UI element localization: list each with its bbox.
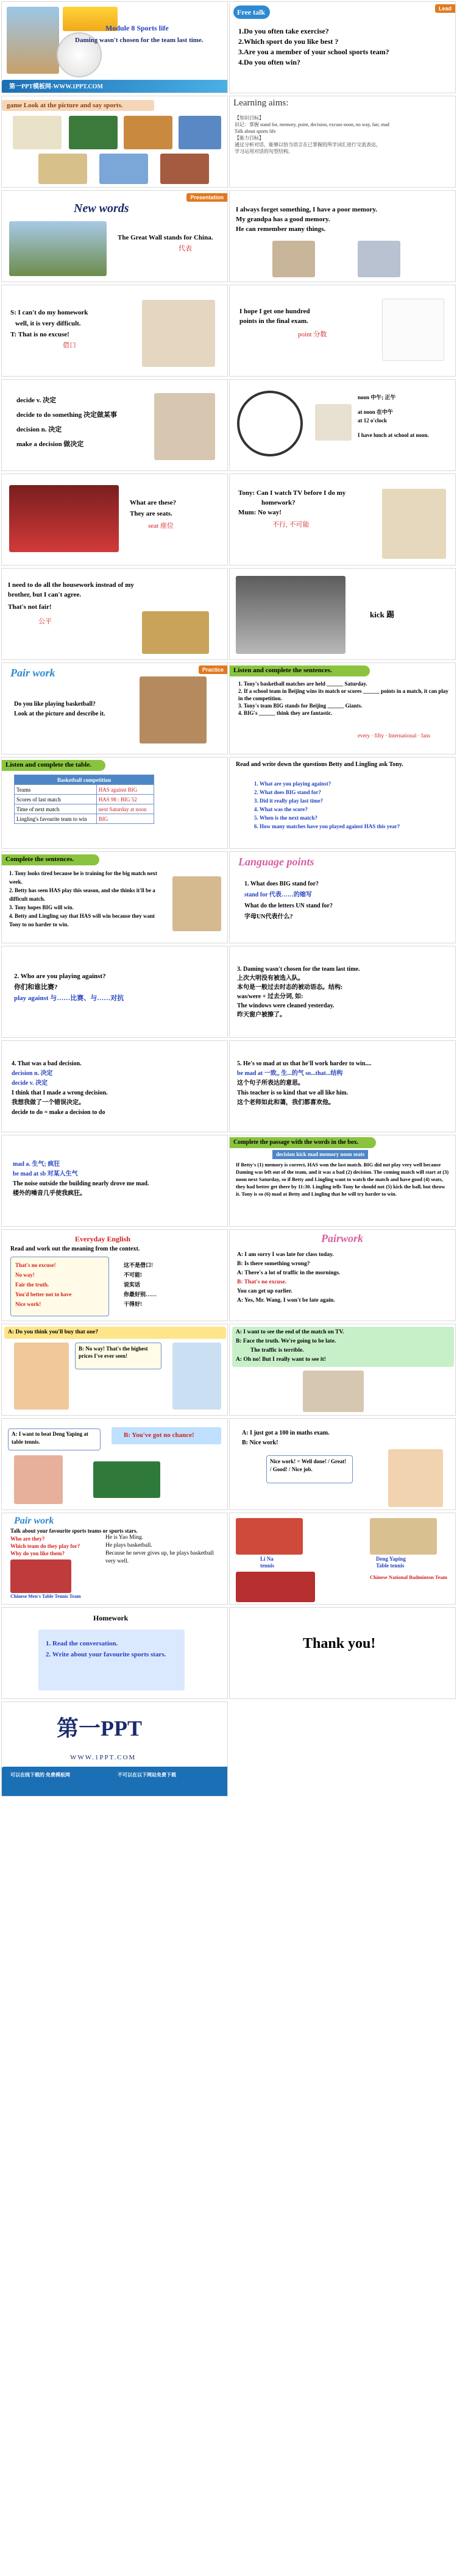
phrase-4: You'd better not to have bbox=[15, 1291, 72, 1297]
pw-item-3: A: There's a lot of traffic in the mornings. bbox=[237, 1270, 341, 1276]
sport-image-5 bbox=[38, 154, 87, 184]
slide-noon[interactable] bbox=[229, 379, 456, 471]
lp-item-2: stand for 代表……的缩写 bbox=[244, 892, 312, 898]
slide-no-way[interactable] bbox=[229, 474, 456, 566]
memory-line-3: He can remember many things. bbox=[236, 225, 326, 233]
grandpa-image bbox=[272, 241, 315, 277]
slide-mad[interactable] bbox=[1, 1135, 228, 1227]
aim-line-6: 学习运用对话的句型结构。 bbox=[235, 149, 293, 154]
no-way-line-3: Mum: No way! bbox=[238, 509, 282, 516]
table-row: Time of next match next Saturday at noon bbox=[15, 804, 154, 814]
lp-item-4: 字母UN代表什么? bbox=[244, 914, 293, 920]
clock-icon bbox=[237, 391, 303, 456]
slide-table[interactable] bbox=[1, 757, 228, 849]
row-4 bbox=[0, 283, 457, 378]
sport-image-4 bbox=[179, 116, 221, 149]
no-chance-a: A: I want to beat Deng Yaping at table tennis. bbox=[12, 1431, 88, 1445]
statue-of-liberty-image bbox=[7, 7, 59, 74]
learning-aims-list bbox=[235, 115, 451, 155]
slide-fair[interactable] bbox=[1, 568, 228, 660]
phrase-3: Fair the truth. bbox=[15, 1282, 49, 1288]
pv-item-3: 本句是一般过去时态的被动语态。结构: bbox=[237, 984, 343, 991]
aim-line-2: 识记：掌握 stand for, memory, point, decision, excuse noon, no way, fan; mad bbox=[235, 122, 389, 127]
no-chance-b: B: You've got no chance! bbox=[124, 1432, 194, 1439]
fair-line-2: brother, but I can't agree. bbox=[8, 591, 82, 598]
slide-title[interactable] bbox=[1, 1, 228, 93]
logo-url: WWW.1PPT.COM bbox=[70, 1754, 136, 1761]
slide-language-points-1[interactable] bbox=[229, 851, 456, 943]
homework-heading: Homework bbox=[93, 1614, 129, 1622]
passive-list bbox=[237, 965, 450, 1020]
slide-everyday-english[interactable] bbox=[1, 1229, 228, 1321]
excuse-line-2: well, it is very difficult. bbox=[15, 320, 81, 327]
pair-work-line-2: Look at the picture and describe it. bbox=[14, 711, 105, 717]
pw-item-2: B: Is there something wrong? bbox=[237, 1261, 310, 1267]
li-na-caption bbox=[260, 1556, 274, 1569]
decide-list bbox=[16, 393, 117, 452]
free-talk-heading: Free talk bbox=[237, 8, 266, 16]
row-18 bbox=[0, 1606, 457, 1700]
sport-image-3 bbox=[124, 116, 172, 149]
great-wall-image bbox=[9, 221, 107, 276]
dc-item-5: 我想我做了一个错误决定。 bbox=[12, 1099, 85, 1106]
fair-line-3: That's not fair! bbox=[8, 603, 52, 611]
new-words-heading: New words bbox=[74, 202, 129, 215]
seat-answer: seat 座位 bbox=[148, 522, 174, 530]
st-item-5: 这个老师如此和蔼，我们都喜欢他。 bbox=[237, 1099, 335, 1106]
slide-pair-work-basketball[interactable] bbox=[1, 662, 228, 754]
noon-item-4: I have lunch at school at noon. bbox=[358, 432, 429, 438]
mad-item-4: 楼外的噪音几乎使我疯狂。 bbox=[13, 1190, 86, 1197]
dc-item-6: decide to do = make a decision to do bbox=[12, 1109, 105, 1116]
truth-item-2: B: Face the truth. We're going to be late. bbox=[236, 1338, 336, 1344]
slide-pair-work-stars[interactable] bbox=[1, 1513, 228, 1605]
dc-item-2: decision n. 决定 bbox=[12, 1070, 53, 1077]
table-header: Basketball competition bbox=[15, 775, 154, 785]
listen-item-1: 1. Tony's basketball matches are held ______ Saturday. bbox=[238, 681, 367, 687]
mad-item-1: mad a. 生气; 疯狂 bbox=[13, 1161, 60, 1168]
listen-answer-2: fifty bbox=[374, 733, 384, 739]
question-item-4: 4. What was the score? bbox=[254, 806, 308, 812]
question-item-2: 2. What does BIG stand for? bbox=[254, 789, 321, 795]
deng-yaping-caption bbox=[376, 1556, 406, 1569]
logo-text: 第一PPT bbox=[57, 1716, 142, 1740]
thank-you-text: Thank you! bbox=[303, 1636, 376, 1652]
no-way-dialog-b: B: No way! That's the highest prices I've ever seen! bbox=[79, 1346, 148, 1359]
meaning-5: 干得好! bbox=[124, 1301, 142, 1307]
question-4: 4.Do you often win? bbox=[238, 58, 301, 66]
memory-line-2: My grandpa has a good memory. bbox=[236, 216, 330, 223]
meaning-list bbox=[124, 1260, 157, 1309]
pv-item-5: The windows were cleaned yesterday. bbox=[237, 1002, 335, 1009]
teacher-student-image bbox=[142, 300, 215, 367]
stars-answers bbox=[105, 1534, 224, 1566]
stars-q1: Who are they? bbox=[10, 1536, 45, 1542]
shoes-image bbox=[172, 1343, 221, 1410]
slide-nice-work[interactable] bbox=[229, 1418, 456, 1510]
slide-sports-stars[interactable] bbox=[229, 1513, 456, 1605]
forgetful-image bbox=[358, 241, 400, 277]
footer-text-1: 可以在线下载的 免费模板网 bbox=[10, 1772, 70, 1778]
st-item-2: be mad at 一致,, 生...的气 so...that...结构 bbox=[237, 1070, 343, 1077]
slide-free-talk[interactable] bbox=[229, 1, 456, 93]
language-points-heading: Language points bbox=[238, 856, 314, 868]
slide-homework[interactable] bbox=[1, 1607, 228, 1699]
noon-item-3: at 12 o'clock bbox=[358, 417, 387, 424]
listen-item-3: 3. Tony's team BIG stands for Beijing ______ Giants. bbox=[238, 703, 363, 709]
excuse-answer: 借口 bbox=[63, 342, 76, 349]
stars-heading: Pair work bbox=[14, 1516, 54, 1526]
kick-statue-image bbox=[236, 576, 345, 654]
game-heading: game Look at the picture and say sports. bbox=[7, 102, 123, 109]
nice-work-b: B: Nice work! bbox=[242, 1439, 278, 1446]
complete-list bbox=[9, 869, 161, 929]
decision-list bbox=[12, 1059, 219, 1118]
no-way-line-2: homework? bbox=[261, 499, 296, 506]
slide-play-against[interactable] bbox=[1, 946, 228, 1038]
listen-answer-1: every bbox=[358, 733, 370, 739]
question-list bbox=[238, 26, 389, 68]
complete-item-4: 4. Betty and Lingling say that HAS will win because they want Tony to no harder to win. bbox=[9, 913, 155, 928]
sport-image-6 bbox=[99, 154, 148, 184]
li-na-image bbox=[236, 1518, 303, 1555]
question-item-3: 3. Did it really play last time? bbox=[254, 798, 324, 804]
fair-line-1: I need to do all the housework instead of my bbox=[8, 581, 134, 589]
pairwork-list bbox=[237, 1251, 450, 1305]
phrase-5: Nice work! bbox=[15, 1301, 41, 1307]
nice-work-a: A: I just got a 100 in maths exam. bbox=[242, 1430, 330, 1436]
point-line-1: I hope I get one hundred bbox=[239, 308, 310, 315]
complete-item-1: 1. Tony looks tired because he is training for the big match next week. bbox=[9, 870, 157, 885]
deng-yaping-image bbox=[370, 1518, 437, 1555]
scales-image bbox=[142, 611, 209, 654]
learning-aims-heading: Learning aims: bbox=[233, 98, 289, 108]
slide-so-that[interactable] bbox=[229, 1040, 456, 1132]
lead-tag: Lead bbox=[435, 4, 455, 13]
meaning-1: 这不是借口! bbox=[124, 1262, 153, 1268]
table-row: Teams HAS against BIG bbox=[15, 785, 154, 795]
slide-ending[interactable] bbox=[1, 1701, 228, 1797]
everyday-english-sub: Read and work out the meaning from the context. bbox=[10, 1246, 140, 1252]
row-10 bbox=[0, 850, 457, 945]
stars-sub: Talk about your favourite sports teams or sports stars. bbox=[10, 1528, 138, 1534]
aim-line-4: 【能力目标】 bbox=[235, 135, 264, 141]
row-8 bbox=[0, 661, 457, 756]
everyday-english-heading: Everyday English bbox=[75, 1235, 131, 1243]
questions-list bbox=[254, 779, 449, 831]
homework-item-1: 1. Read the conversation. bbox=[46, 1640, 118, 1647]
basketball-players-image bbox=[140, 676, 207, 743]
truth-item-4: A: Oh no! But I really want to see it! bbox=[236, 1357, 326, 1363]
pv-item-4: was/were + 过去分词, 如: bbox=[237, 993, 303, 1000]
kick-word: kick 踢 bbox=[370, 610, 395, 619]
sport-image-1 bbox=[13, 116, 62, 149]
row-9 bbox=[0, 756, 457, 850]
sport-image-2 bbox=[69, 116, 118, 149]
mad-item-2: be mad at sb 对某人生气 bbox=[13, 1171, 78, 1177]
mad-list bbox=[13, 1160, 196, 1199]
pw-item-6: A: Yes, Mr. Wang. I won't be late again. bbox=[237, 1297, 335, 1304]
deng-yaping-name: Deng Yaping bbox=[376, 1556, 406, 1562]
table-tennis-image bbox=[93, 1461, 160, 1498]
aim-line-1: 【知识目标】 bbox=[235, 115, 264, 121]
listen-answer-4: fans bbox=[420, 733, 430, 739]
module-title: Module 8 Sports life bbox=[105, 24, 169, 32]
table-row: Lingling's favourite team to win BIG bbox=[15, 814, 154, 824]
phrase-1: That's no excuse! bbox=[15, 1262, 56, 1268]
pair-work-line-1: Do you like playing basketball? bbox=[14, 701, 96, 708]
lp-item-3: What do the letters UN stand for? bbox=[244, 903, 333, 909]
row-7 bbox=[0, 567, 457, 661]
language-points-list bbox=[244, 879, 333, 923]
homework-item-2: 2. Write about your favourite sports stars. bbox=[46, 1651, 166, 1658]
nice-work-synonyms: Nice work! = Well done! / Great! / Good! / Nice job. bbox=[270, 1458, 347, 1472]
student-image bbox=[388, 1449, 443, 1507]
question-item-6: 6. How many matches have you played against HAS this year? bbox=[254, 823, 400, 829]
decide-item-1: decide v. 决定 bbox=[16, 397, 57, 404]
pa-item-2: 你们和谁比赛? bbox=[14, 984, 58, 991]
passage-text: If Betty's (1) memory is correct, HAS won the last match. BIG did not play very well because Daming was left out of the team, and it was a bad (2) decision. The coming match will start at (3) noon next Saturday, so if Betty and Lingling want to watch the match and have good (4) seats, they had better get there by 11:30. Lingling tells Tony he should not (5) kick the ball, but throw it. Tony is so (6) mad at Betty and Lingling that he will try harder to win. bbox=[236, 1162, 449, 1197]
phrase-list bbox=[15, 1260, 71, 1309]
stars-q2: Which team do they play for? bbox=[10, 1543, 80, 1549]
badminton-caption: Chinese National Badminton Team bbox=[370, 1574, 447, 1580]
st-item-4: This teacher is so kind that we all like him. bbox=[237, 1090, 349, 1096]
team-image bbox=[10, 1559, 71, 1593]
pw-item-5: You can get up earlier. bbox=[237, 1288, 292, 1294]
so-that-list bbox=[237, 1059, 450, 1108]
meaning-3: 说实话 bbox=[124, 1282, 141, 1288]
seat-line-1: What are these? bbox=[130, 499, 177, 506]
slide-no-way-dialog[interactable] bbox=[1, 1324, 228, 1416]
noon-item-2: at noon 在中午 bbox=[358, 409, 394, 415]
excuse-line-1: S: I can't do my homework bbox=[10, 309, 88, 316]
stars-a3: Because he never gives up, he plays basketball very well. bbox=[105, 1550, 214, 1564]
meaning-4: 你最好别…… bbox=[124, 1291, 157, 1297]
row-13 bbox=[0, 1134, 457, 1228]
row-16 bbox=[0, 1417, 457, 1511]
point-line-2: points in the final exam. bbox=[239, 318, 308, 325]
slide-memory[interactable] bbox=[229, 190, 456, 282]
homework-list bbox=[46, 1638, 180, 1660]
dc-item-1: 4. That was a bad decision. bbox=[12, 1060, 82, 1067]
stars-q3: Why do you like them? bbox=[10, 1550, 65, 1556]
slide-point[interactable] bbox=[229, 285, 456, 377]
slide-passive-voice[interactable] bbox=[229, 946, 456, 1038]
slide-passage[interactable] bbox=[229, 1135, 456, 1227]
row-1 bbox=[0, 0, 457, 94]
deng-yaping-sport: Table tennis bbox=[376, 1563, 405, 1569]
stars-a2: He plays basketball. bbox=[105, 1542, 152, 1549]
lp-item-1: 1. What does BIG stand for? bbox=[244, 881, 319, 887]
dc-item-3: decide v. 决定 bbox=[12, 1080, 48, 1087]
slide-decision[interactable] bbox=[1, 1040, 228, 1132]
great-wall-answer: 代表 bbox=[179, 245, 192, 252]
boy-image bbox=[14, 1455, 63, 1504]
basketball-boy-image bbox=[172, 876, 221, 931]
row-19 bbox=[0, 1700, 457, 1798]
listen-item-4: 4. BIG's ______ think they are fantastic. bbox=[238, 710, 333, 716]
point-answer: point 分数 bbox=[298, 331, 327, 338]
footer-text-2: 不可以在以下网站免费下载 bbox=[118, 1772, 176, 1778]
st-item-3: 这个句子所表达的意思。 bbox=[237, 1080, 304, 1087]
slide-excuse[interactable] bbox=[1, 285, 228, 377]
seat-line-2: They are seats. bbox=[130, 510, 172, 517]
complete-item-3: 3. Tony hopes BIG will win. bbox=[9, 904, 74, 910]
row-15 bbox=[0, 1322, 457, 1417]
listen-heading: Listen and complete the sentences. bbox=[233, 667, 332, 674]
pv-item-6: 昨天窗户被擦了。 bbox=[237, 1012, 286, 1018]
truth-item-3: The traffic is terrible. bbox=[250, 1347, 304, 1354]
pairwork-heading: Pairwork bbox=[321, 1232, 364, 1244]
slide-thank-you[interactable] bbox=[229, 1607, 456, 1699]
slide-decide[interactable] bbox=[1, 379, 228, 471]
pw-item-4: B: That's no excuse. bbox=[237, 1279, 287, 1285]
exam-paper-image bbox=[382, 299, 444, 361]
meaning-2: 不可能! bbox=[124, 1272, 142, 1278]
table-row: Scores of last match HAS 98 : BIG 52 bbox=[15, 795, 154, 804]
decide-item-3: decision n. 决定 bbox=[16, 426, 62, 433]
passage-heading: Complete the passage with the words in the box. bbox=[233, 1139, 359, 1146]
st-item-1: 5. He's so mad at us that he'll work harder to win.... bbox=[237, 1060, 372, 1067]
listen-answers: every · fifty · International · fans bbox=[358, 733, 430, 739]
memory-line-1: I always forget something, I have a poor memory. bbox=[236, 206, 377, 213]
competition-table bbox=[14, 775, 154, 824]
shopping-image bbox=[14, 1343, 69, 1410]
noon-item-1: noon 中午; 正午 bbox=[358, 394, 396, 400]
pv-item-1: 3. Daming wasn't chosen for the team last time. bbox=[237, 966, 360, 973]
stars-questions bbox=[10, 1535, 80, 1557]
pa-item-3: play against 与……比赛、与……对抗 bbox=[14, 995, 124, 1002]
great-wall-sentence: The Great Wall stands for China. bbox=[118, 234, 213, 241]
row-2 bbox=[0, 94, 457, 189]
sport-image-7 bbox=[160, 154, 209, 184]
row-3 bbox=[0, 189, 457, 283]
slide-pairwork-excuse[interactable] bbox=[229, 1229, 456, 1321]
slide-game[interactable] bbox=[1, 96, 228, 188]
slide-face-truth[interactable] bbox=[229, 1324, 456, 1416]
pw-item-1: A: I am sorry I was late for class today. bbox=[237, 1252, 334, 1258]
slide-kick[interactable] bbox=[229, 568, 456, 660]
slide-new-words[interactable] bbox=[1, 190, 228, 282]
fair-answer: 公平 bbox=[38, 618, 52, 625]
listen-list bbox=[238, 680, 448, 717]
complete-item-2: 2. Betty has seen HAS play this season, and she thinks it'll be a difficult match. bbox=[9, 887, 155, 902]
no-way-answer: 不行, 不可能 bbox=[272, 521, 310, 528]
slide-seat[interactable] bbox=[1, 474, 228, 566]
question-1: 1.Do you often take exercise? bbox=[238, 27, 329, 35]
slide-learning-aims[interactable] bbox=[229, 96, 456, 188]
pair-work-heading: Pair work bbox=[10, 667, 55, 679]
li-na-sport: tennis bbox=[260, 1563, 275, 1569]
thinking-girl-image bbox=[154, 393, 215, 460]
noon-list bbox=[358, 393, 449, 439]
unit-title: Daming wasn't chosen for the team last time. bbox=[75, 37, 204, 44]
site-name: 第一PPT模板网-WWW.1PPT.COM bbox=[9, 83, 103, 90]
decide-item-2: decide to do something 决定做某事 bbox=[16, 411, 117, 419]
excuse-line-3: T: That is no excuse! bbox=[10, 331, 69, 338]
play-against-list bbox=[14, 971, 124, 1004]
row-12 bbox=[0, 1039, 457, 1134]
mum-and-boy-image bbox=[382, 489, 446, 559]
row-5 bbox=[0, 378, 457, 472]
table-heading: Listen and complete the table. bbox=[5, 761, 91, 768]
aim-line-5: 通过分析对话，能够以恰当语言在已掌握的所学词汇进行交流表达， bbox=[235, 142, 381, 147]
team-caption: Chinese Men's Table Tennis Team bbox=[10, 1594, 81, 1599]
no-way-line-1: Tony: Can I watch TV before I do my bbox=[238, 489, 346, 497]
questions-heading: Read and write down the questions Betty and Lingling ask Tony. bbox=[236, 761, 403, 768]
listen-item-2: 2. If a school team in Beijing wins its match or scores ______ points in a match, it can play in the competition. bbox=[238, 688, 448, 701]
row-11 bbox=[0, 945, 457, 1039]
slide-listen-complete[interactable] bbox=[229, 662, 456, 754]
pv-item-2: 上次大明没有被选入队。 bbox=[237, 975, 304, 982]
question-3: 3.Are you a member of your school sports team? bbox=[238, 48, 389, 56]
mad-item-3: The noise outside the building nearly drove me mad. bbox=[13, 1180, 149, 1187]
slide-no-chance[interactable] bbox=[1, 1418, 228, 1510]
lunch-image bbox=[315, 404, 352, 441]
stadium-seats-image bbox=[9, 485, 119, 552]
dc-item-4: I think that I made a wrong decision. bbox=[12, 1090, 108, 1096]
slide-complete-sentences[interactable] bbox=[1, 851, 228, 943]
row-6 bbox=[0, 472, 457, 567]
word-box: decision kick mad memory noon seats bbox=[272, 1150, 368, 1159]
question-item-5: 5. When is the next match? bbox=[254, 815, 317, 821]
complete-heading: Complete the sentences. bbox=[5, 856, 74, 863]
pa-item-1: 2. Who are you playing against? bbox=[14, 973, 106, 980]
row-14 bbox=[0, 1228, 457, 1322]
traffic-image bbox=[303, 1371, 364, 1412]
phrase-2: No way! bbox=[15, 1272, 35, 1278]
badminton-team-image bbox=[236, 1572, 315, 1602]
presentation-tag: Presentation bbox=[186, 193, 227, 202]
slide-questions[interactable] bbox=[229, 757, 456, 849]
question-item-1: 1. What are you playing against? bbox=[254, 781, 331, 787]
li-na-name: Li Na bbox=[260, 1556, 274, 1562]
no-way-dialog-a: A: Do you think you'll buy that one? bbox=[8, 1329, 99, 1335]
truth-item-1: A: I want to see the end of the match on TV. bbox=[236, 1329, 344, 1335]
truth-list bbox=[236, 1328, 449, 1364]
stars-a1: He is Yao Ming. bbox=[105, 1535, 144, 1541]
decide-item-4: make a decision 做决定 bbox=[16, 441, 84, 448]
listen-answer-3: International bbox=[388, 733, 417, 739]
row-17 bbox=[0, 1511, 457, 1606]
practice-tag: Practice bbox=[199, 665, 227, 674]
question-2: 2.Which sport do you like best ? bbox=[238, 37, 339, 46]
aim-line-3: Talk about sports life bbox=[235, 129, 276, 134]
